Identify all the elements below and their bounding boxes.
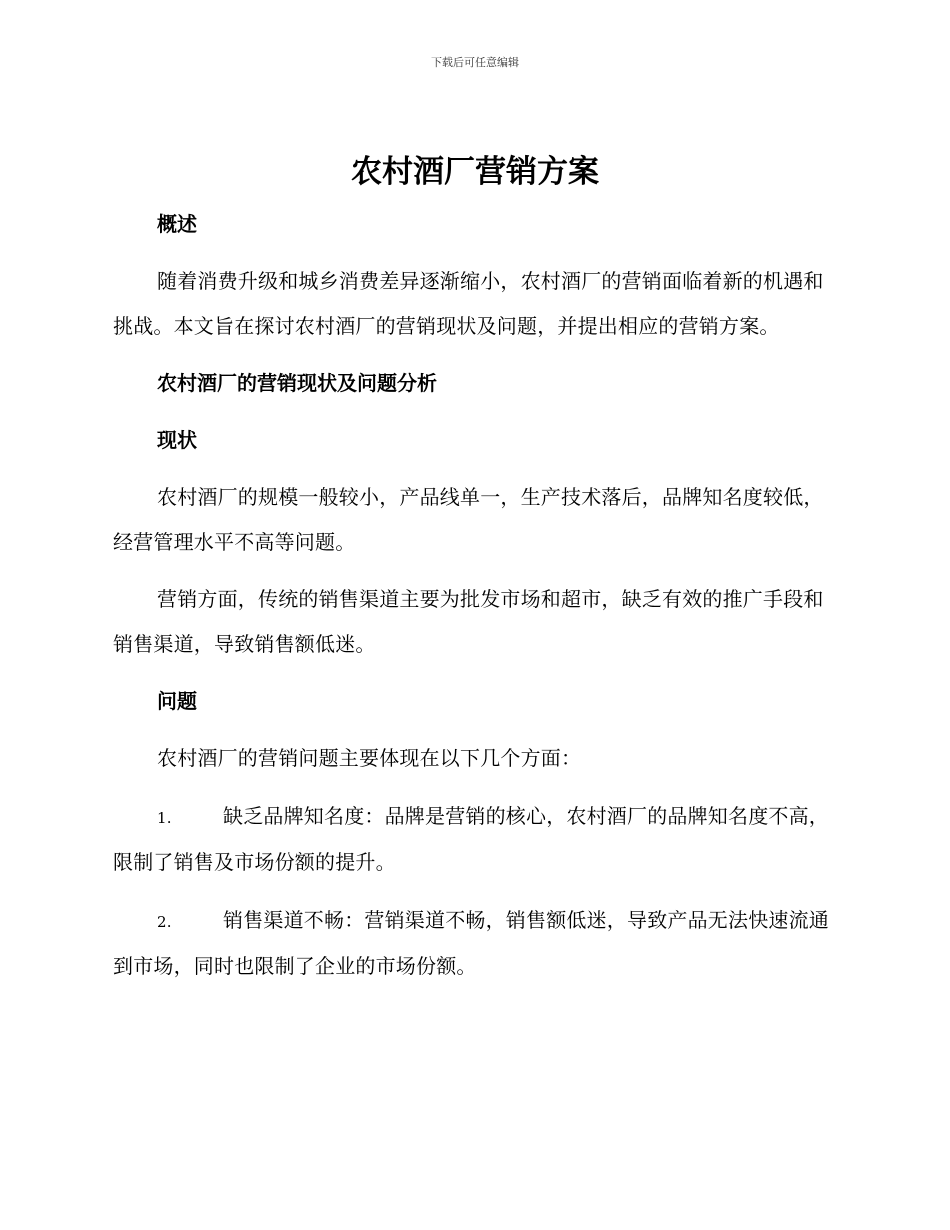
list-item [113,898,835,989]
list-item-text: 销售渠道不畅：营销渠道不畅，销售额低迷，导致产品无法快速流通到市场，同时也限制了企业的市场份额。 [113,907,829,978]
paragraph-problem-intro: 农村酒厂的营销问题主要体现在以下几个方面： [157,746,582,770]
paragraph-status-1: 农村酒厂的规模一般较小，产品线单一，生产技术落后，品牌知名度较低，经营管理水平不高等问题。 [113,485,824,554]
header-note: 下载后可任意编辑 [431,56,519,69]
list-item-number: 1. [157,808,172,827]
paragraph-overview: 随着消费升级和城乡消费差异逐渐缩小，农村酒厂的营销面临着新的机遇和挑战。本文旨在探讨农村酒厂的营销现状及问题，并提出相应的营销方案。 [113,269,824,338]
document-body [113,202,835,989]
paragraph-status-2: 营销方面，传统的销售渠道主要为批发市场和超市，缺乏有效的推广手段和销售渠道，导致销售额低迷。 [113,587,824,656]
list-item-number: 2. [157,912,172,931]
section-heading-status: 现状 [157,428,197,452]
list-item [113,794,835,885]
section-heading-problem: 问题 [157,689,197,713]
section-heading-overview: 概述 [157,212,197,236]
list-item-text: 缺乏品牌知名度：品牌是营销的核心，农村酒厂的品牌知名度不高，限制了销售及市场份额的提升。 [113,803,829,874]
section-heading-analysis: 农村酒厂的营销现状及问题分析 [157,371,437,395]
document-title: 农村酒厂营销方案 [351,154,599,190]
